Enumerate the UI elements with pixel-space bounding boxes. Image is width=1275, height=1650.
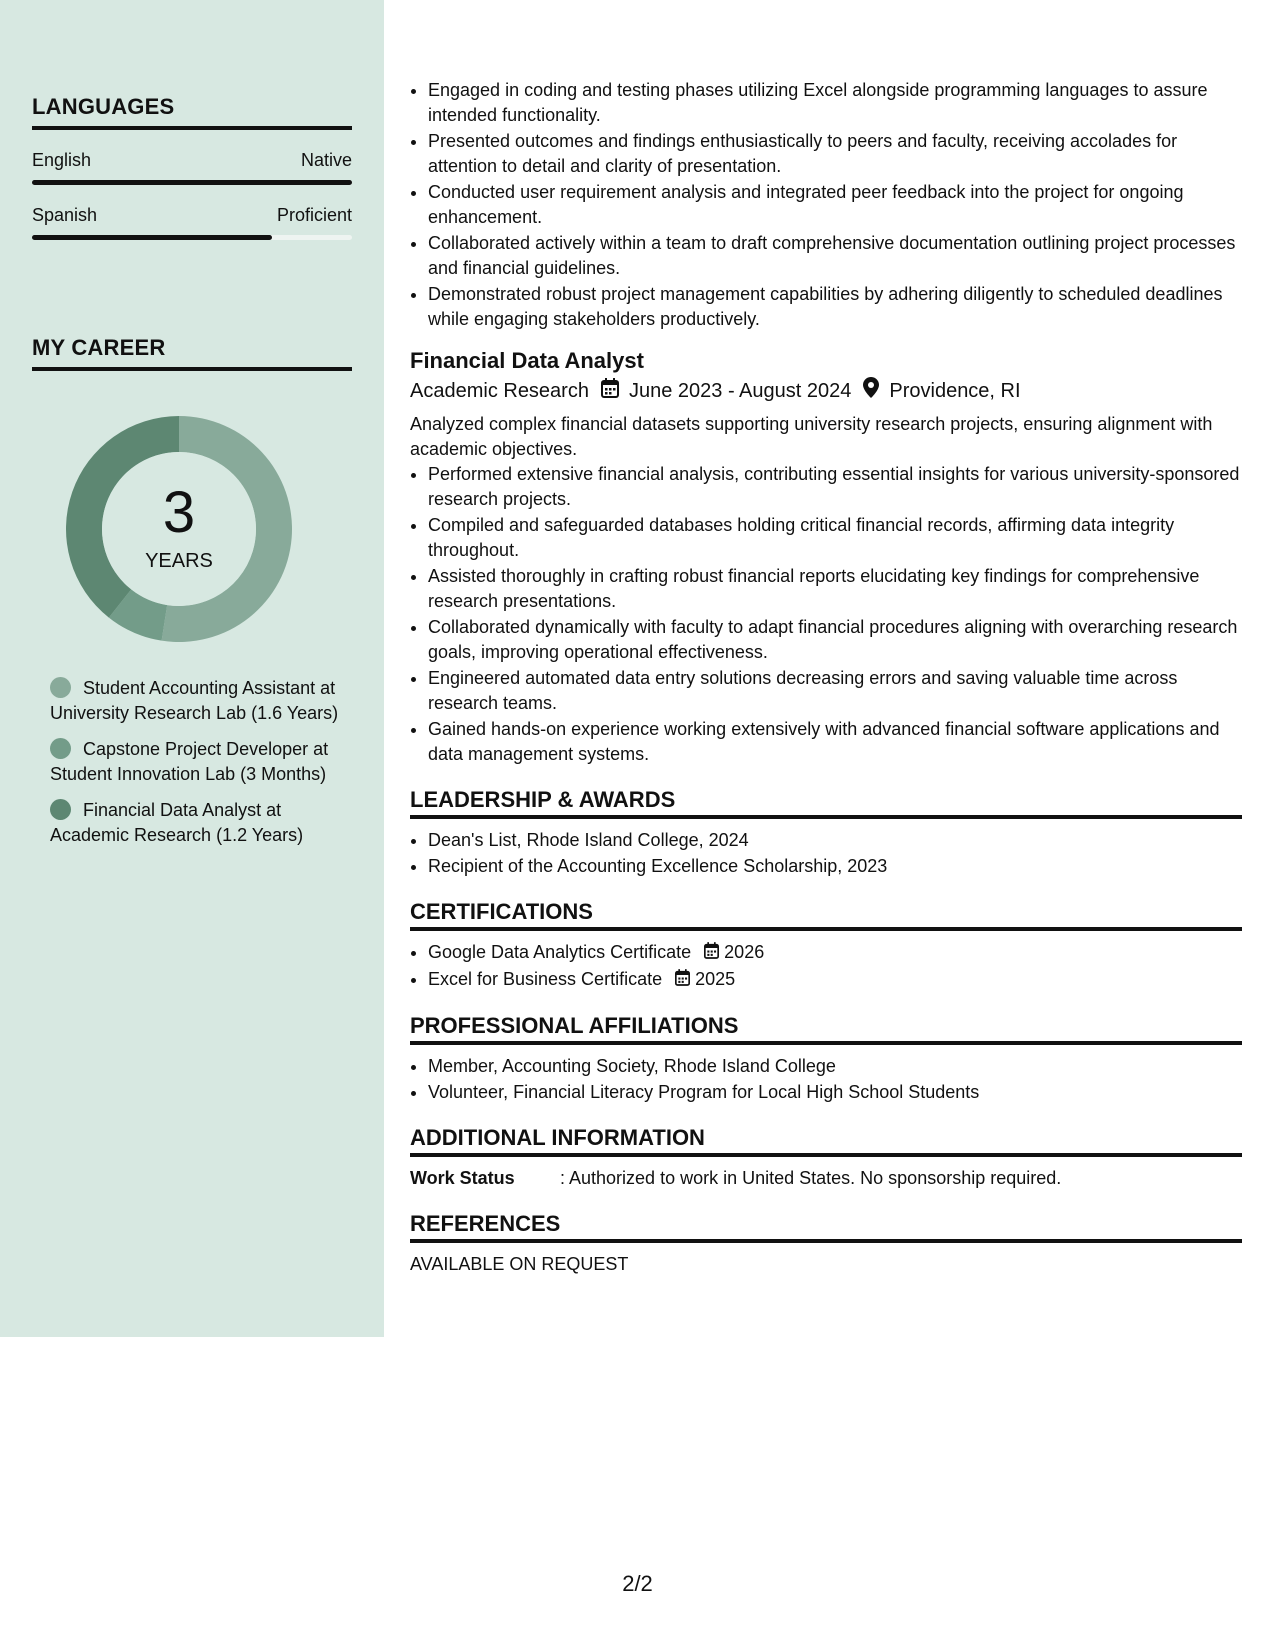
bullet-item: • Collaborated dynamically with faculty to adapt financial procedures aligning with overarching research goals, improving operational effectiveness. [428, 615, 1242, 665]
award-item: • Dean's List, Rhode Island College, 2024 [428, 828, 1242, 853]
job-bullets [410, 462, 1242, 767]
career-legend-label: Capstone Project Developer at Student Innovation Lab (3 Months) [50, 739, 329, 784]
references-heading: REFERENCES [410, 1211, 1242, 1243]
career-legend-label: Student Accounting Assistant at University Research Lab (1.6 Years) [50, 678, 339, 723]
bullet-item: • Conducted user requirement analysis and integrated peer feedback into the project for ongoing enhancement. [428, 180, 1242, 230]
language-proficiency-fill [32, 235, 272, 240]
career-donut-chart [66, 416, 292, 642]
languages-heading: LANGUAGES [32, 94, 352, 130]
work-status-row [410, 1166, 1242, 1191]
language-proficiency-bar [32, 180, 352, 185]
bullet-item: • Gained hands-on experience working extensively with advanced financial software applications and data management systems. [428, 717, 1242, 767]
bullet-item: • Compiled and safeguarded databases holding critical financial records, affirming data integrity throughout. [428, 513, 1242, 563]
language-level: Proficient [276, 205, 352, 225]
career-legend-label: Financial Data Analyst at Academic Research (1.2 Years) [50, 800, 304, 845]
sidebar [0, 0, 384, 1337]
language-item [32, 205, 352, 240]
references-text: AVAILABLE ON REQUEST [410, 1253, 629, 1274]
previous-job-bullets [410, 78, 1242, 332]
career-legend-item [50, 676, 340, 726]
affiliations-list [410, 1054, 1242, 1105]
career-total-number: 3 [162, 480, 196, 545]
language-proficiency-fill [32, 180, 352, 185]
certification-item [428, 940, 1242, 966]
leadership-heading: LEADERSHIP & AWARDS [410, 787, 1242, 819]
page-number: 2/2 [622, 1571, 653, 1596]
certification-name: Excel for Business Certificate [428, 968, 663, 989]
bullet-item: • Engineered automated data entry solutions decreasing errors and saving valuable time across research teams. [428, 666, 1242, 716]
bullet-item: • Demonstrated robust project management capabilities by adhering diligently to scheduled deadlines while engaging stakeholders productively. [428, 282, 1242, 332]
bullet-item: • Collaborated actively within a team to draft comprehensive documentation outlining project processes and financial guidelines. [428, 231, 1242, 281]
bullet-item: • Engaged in coding and testing phases utilizing Excel alongside programming languages to assure intended functionality. [428, 78, 1242, 128]
location-pin-icon [863, 377, 879, 405]
work-status-value: : Authorized to work in United States. No sponsorship required. [560, 1167, 1062, 1188]
job-summary: Analyzed complex financial datasets supporting university research projects, ensuring alignment with academic objectives. [410, 414, 1213, 459]
language-level: Native [300, 150, 352, 170]
additional-info-heading: ADDITIONAL INFORMATION [410, 1125, 1242, 1157]
language-item [32, 150, 352, 185]
job-dates: June 2023 - August 2024 [628, 379, 852, 402]
certification-name: Google Data Analytics Certificate [428, 942, 692, 962]
career-legend-item [50, 737, 340, 787]
affiliations-heading: PROFESSIONAL AFFILIATIONS [410, 1013, 1242, 1045]
career-legend-item [50, 798, 340, 848]
job-meta [410, 377, 1242, 405]
certifications-heading: CERTIFICATIONS [410, 899, 1242, 931]
certification-year: 2025 [695, 968, 736, 989]
legend-dot-icon [50, 677, 71, 698]
work-status-label: Work Status [410, 1167, 515, 1188]
career-heading: MY CAREER [32, 335, 352, 371]
career-section [32, 335, 352, 371]
certification-item [428, 967, 1242, 993]
language-proficiency-bar [32, 235, 352, 240]
job-location: Providence, RI [889, 379, 1021, 402]
certifications-list [410, 940, 1242, 993]
award-item: • Recipient of the Accounting Excellence Scholarship, 2023 [428, 854, 1242, 879]
certification-year: 2026 [724, 942, 765, 962]
bullet-item: • Assisted thoroughly in crafting robust financial reports elucidating key findings for comprehensive research presentations. [428, 564, 1242, 614]
calendar-icon [704, 941, 719, 966]
bullet-item: • Performed extensive financial analysis, contributing essential insights for various university-sponsored research projects. [428, 462, 1242, 512]
career-total-unit: YEARS [145, 550, 213, 572]
career-legend [50, 676, 340, 859]
bullet-item: • Presented outcomes and findings enthusiastically to peers and faculty, receiving accolades for attention to detail and clarity of presentation. [428, 129, 1242, 179]
legend-dot-icon [50, 799, 71, 820]
legend-dot-icon [50, 738, 71, 759]
job-company: Academic Research [410, 379, 589, 402]
calendar-icon [601, 378, 619, 405]
leadership-list [410, 828, 1242, 879]
affiliation-item: • Volunteer, Financial Literacy Program for Local High School Students [428, 1080, 1242, 1105]
calendar-icon [675, 968, 690, 993]
job-title: Financial Data Analyst [410, 348, 644, 373]
language-name: English [32, 150, 92, 170]
affiliation-item: • Member, Accounting Society, Rhode Island College [428, 1054, 1242, 1079]
languages-section [32, 94, 352, 240]
language-name: Spanish [32, 205, 98, 225]
main-content [410, 78, 1242, 1277]
